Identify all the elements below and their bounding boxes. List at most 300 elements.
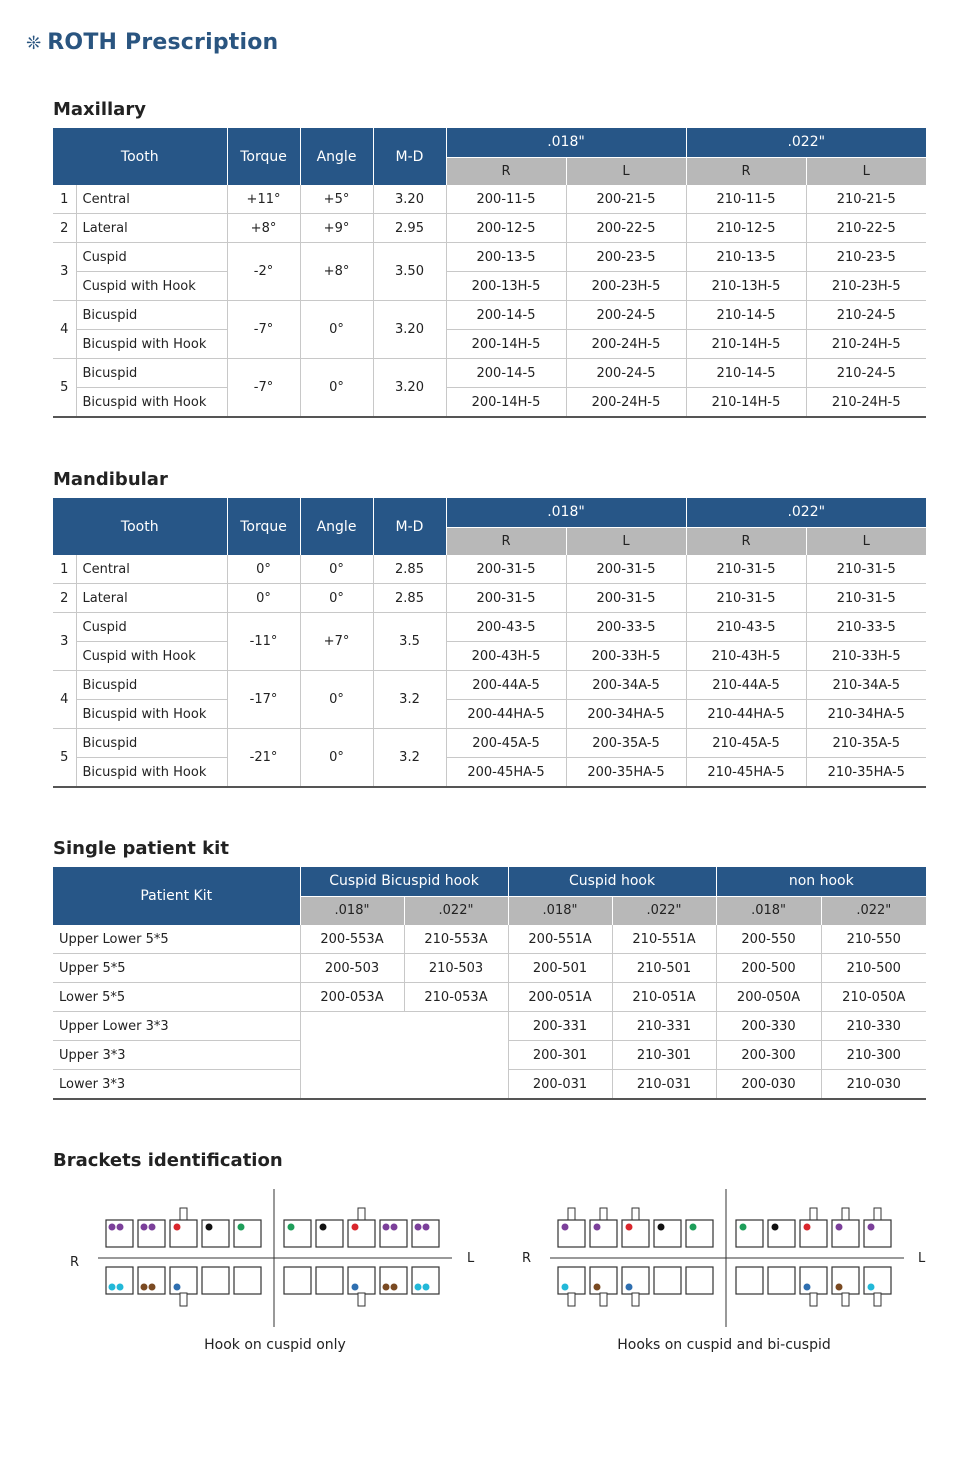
part-code: 200-44A-5 (446, 671, 566, 700)
part-code: 210-24-5 (806, 301, 926, 330)
table-row (53, 671, 926, 700)
header-l: L (566, 527, 686, 555)
tooth-name: Lateral (76, 584, 227, 613)
tooth-name: Cuspid with Hook (76, 272, 227, 301)
lower-bracket (234, 1267, 261, 1294)
table-row (53, 1012, 926, 1041)
snowflake-icon: ❊ (26, 33, 42, 54)
header-tooth: Tooth (53, 498, 227, 555)
color-dot-purple (415, 1224, 422, 1231)
kit-code: 210-050A (821, 983, 926, 1012)
mandibular-table (53, 498, 926, 788)
part-code: 210-43H-5 (686, 642, 806, 671)
kit-code: 200-553A (300, 925, 404, 954)
color-dot-cyan (562, 1284, 569, 1291)
table-row (53, 301, 926, 330)
header-018: .018" (508, 896, 612, 925)
part-code: 200-31-5 (446, 555, 566, 584)
color-dot-black (206, 1224, 213, 1231)
angle-value: 0° (300, 301, 373, 359)
right-label: R (522, 1251, 532, 1266)
torque-value: 0° (227, 555, 300, 584)
color-dot-purple (836, 1224, 843, 1231)
color-dot-purple (423, 1224, 430, 1231)
part-code: 200-14-5 (446, 301, 566, 330)
lower-bracket (622, 1267, 649, 1294)
table-row (53, 214, 926, 243)
table-row (53, 925, 926, 954)
part-code: 210-44HA-5 (686, 700, 806, 729)
empty-cell (300, 1012, 508, 1100)
header-r: R (686, 157, 806, 185)
color-dot-blue (174, 1284, 181, 1291)
part-code: 210-45HA-5 (686, 758, 806, 788)
kit-code: 200-330 (716, 1012, 821, 1041)
tooth-name: Bicuspid with Hook (76, 330, 227, 359)
part-code: 200-24H-5 (566, 330, 686, 359)
md-value: 3.5 (373, 613, 446, 671)
header-018: .018" (716, 896, 821, 925)
header-022: .022" (404, 896, 508, 925)
kit-code: 210-331 (612, 1012, 716, 1041)
lower-bracket (864, 1267, 891, 1294)
header-022: .022" (686, 498, 926, 527)
torque-value: -7° (227, 359, 300, 418)
hook (874, 1208, 881, 1221)
part-code: 200-12-5 (446, 214, 566, 243)
part-code: 210-24H-5 (806, 330, 926, 359)
maxillary-title: Maxillary (53, 99, 146, 120)
tooth-number: 1 (53, 185, 76, 214)
bracket-diagram-cuspid-bicuspid (512, 1185, 942, 1335)
lower-bracket (170, 1267, 197, 1294)
part-code: 210-14H-5 (686, 388, 806, 418)
upper-bracket (686, 1220, 713, 1247)
part-code: 210-34A-5 (806, 671, 926, 700)
md-value: 3.20 (373, 359, 446, 418)
upper-bracket (170, 1220, 197, 1247)
part-code: 200-31-5 (566, 584, 686, 613)
header-md: M-D (373, 498, 446, 555)
kit-name: Lower 3*3 (53, 1070, 300, 1100)
part-code: 210-43-5 (686, 613, 806, 642)
part-code: 200-45HA-5 (446, 758, 566, 788)
tooth-name: Bicuspid (76, 671, 227, 700)
header-torque: Torque (227, 498, 300, 555)
tooth-name: Central (76, 185, 227, 214)
lower-bracket (736, 1267, 763, 1294)
upper-bracket (590, 1220, 617, 1247)
table-row (53, 330, 926, 359)
header-r: R (446, 157, 566, 185)
lower-bracket (590, 1267, 617, 1294)
kit-code: 210-500 (821, 954, 926, 983)
upper-bracket (558, 1220, 585, 1247)
tooth-name: Bicuspid with Hook (76, 700, 227, 729)
hook (632, 1208, 639, 1221)
kit-code: 210-300 (821, 1041, 926, 1070)
upper-bracket (622, 1220, 649, 1247)
kit-code: 210-553A (404, 925, 508, 954)
header-l: L (806, 527, 926, 555)
header-022: .022" (686, 128, 926, 157)
upper-bracket (202, 1220, 229, 1247)
header-022: .022" (821, 896, 926, 925)
hook (568, 1208, 575, 1221)
color-dot-green (690, 1224, 697, 1231)
bracket-diagram-cuspid-only (60, 1185, 490, 1335)
kit-code: 210-030 (821, 1070, 926, 1100)
part-code: 210-14-5 (686, 359, 806, 388)
angle-value: 0° (300, 729, 373, 788)
header-non-hook: non hook (716, 867, 926, 896)
header-torque: Torque (227, 128, 300, 185)
color-dot-blue (804, 1284, 811, 1291)
md-value: 2.95 (373, 214, 446, 243)
part-code: 200-35HA-5 (566, 758, 686, 788)
hook (568, 1293, 575, 1306)
part-code: 210-45A-5 (686, 729, 806, 758)
color-dot-blue (626, 1284, 633, 1291)
header-md: M-D (373, 128, 446, 185)
color-dot-cyan (423, 1284, 430, 1291)
header-cuspid-bicuspid-hook: Cuspid Bicuspid hook (300, 867, 508, 896)
part-code: 200-34HA-5 (566, 700, 686, 729)
color-dot-black (320, 1224, 327, 1231)
header-r: R (446, 527, 566, 555)
torque-value: +11° (227, 185, 300, 214)
hook (842, 1293, 849, 1306)
mandibular-title: Mandibular (53, 469, 168, 490)
part-code: 200-31-5 (446, 584, 566, 613)
upper-bracket (736, 1220, 763, 1247)
table-row (53, 272, 926, 301)
hook (842, 1208, 849, 1221)
part-code: 200-21-5 (566, 185, 686, 214)
part-code: 210-31-5 (686, 555, 806, 584)
part-code: 210-31-5 (806, 584, 926, 613)
part-code: 210-34HA-5 (806, 700, 926, 729)
kit-name: Upper Lower 5*5 (53, 925, 300, 954)
color-dot-red (626, 1224, 633, 1231)
left-label: L (467, 1251, 475, 1266)
lower-bracket (686, 1267, 713, 1294)
part-code: 210-13-5 (686, 243, 806, 272)
hook (180, 1293, 187, 1306)
kit-code: 210-330 (821, 1012, 926, 1041)
tooth-number: 3 (53, 243, 76, 301)
part-code: 200-33-5 (566, 613, 686, 642)
kit-code: 210-501 (612, 954, 716, 983)
upper-bracket (348, 1220, 375, 1247)
md-value: 3.2 (373, 729, 446, 788)
part-code: 200-13-5 (446, 243, 566, 272)
part-code: 200-35A-5 (566, 729, 686, 758)
kit-code: 200-551A (508, 925, 612, 954)
table-row (53, 758, 926, 788)
table-row (53, 983, 926, 1012)
color-dot-brown (149, 1284, 156, 1291)
angle-value: 0° (300, 584, 373, 613)
maxillary-table (53, 128, 926, 418)
tooth-number: 4 (53, 671, 76, 729)
part-code: 200-43-5 (446, 613, 566, 642)
part-code: 200-24-5 (566, 359, 686, 388)
color-dot-purple (868, 1224, 875, 1231)
caption-cuspid-only: Hook on cuspid only (204, 1337, 346, 1353)
kit-code: 200-031 (508, 1070, 612, 1100)
color-dot-purple (391, 1224, 398, 1231)
left-label: L (918, 1251, 926, 1266)
part-code: 200-14H-5 (446, 330, 566, 359)
hook (600, 1208, 607, 1221)
kit-code: 210-550 (821, 925, 926, 954)
color-dot-black (772, 1224, 779, 1231)
part-code: 210-22-5 (806, 214, 926, 243)
part-code: 210-24-5 (806, 359, 926, 388)
upper-bracket (864, 1220, 891, 1247)
color-dot-purple (383, 1224, 390, 1231)
kit-code: 200-331 (508, 1012, 612, 1041)
kit-code: 200-053A (300, 983, 404, 1012)
color-dot-purple (141, 1224, 148, 1231)
angle-value: +9° (300, 214, 373, 243)
color-dot-cyan (117, 1284, 124, 1291)
color-dot-brown (141, 1284, 148, 1291)
hook (600, 1293, 607, 1306)
md-value: 3.2 (373, 671, 446, 729)
color-dot-brown (383, 1284, 390, 1291)
torque-value: -17° (227, 671, 300, 729)
md-value: 3.50 (373, 243, 446, 301)
torque-value: +8° (227, 214, 300, 243)
tooth-name: Cuspid with Hook (76, 642, 227, 671)
kit-code: 200-503 (300, 954, 404, 983)
kit-name: Upper 3*3 (53, 1041, 300, 1070)
color-dot-purple (594, 1224, 601, 1231)
table-row (53, 613, 926, 642)
color-dot-green (288, 1224, 295, 1231)
header-patient-kit: Patient Kit (53, 867, 300, 925)
table-row (53, 729, 926, 758)
header-l: L (806, 157, 926, 185)
kit-code: 210-551A (612, 925, 716, 954)
torque-value: -7° (227, 301, 300, 359)
header-018: .018" (300, 896, 404, 925)
color-dot-cyan (415, 1284, 422, 1291)
header-angle: Angle (300, 498, 373, 555)
table-row (53, 388, 926, 418)
part-code: 210-13H-5 (686, 272, 806, 301)
angle-value: +7° (300, 613, 373, 671)
lower-bracket (832, 1267, 859, 1294)
part-code: 210-44A-5 (686, 671, 806, 700)
part-code: 210-33H-5 (806, 642, 926, 671)
kit-code: 200-051A (508, 983, 612, 1012)
tooth-number: 1 (53, 555, 76, 584)
color-dot-purple (562, 1224, 569, 1231)
part-code: 200-33H-5 (566, 642, 686, 671)
part-code: 200-22-5 (566, 214, 686, 243)
color-dot-brown (836, 1284, 843, 1291)
table-row (53, 700, 926, 729)
tooth-name: Cuspid (76, 613, 227, 642)
color-dot-black (658, 1224, 665, 1231)
tooth-number: 5 (53, 729, 76, 788)
color-dot-red (174, 1224, 181, 1231)
part-code: 200-44HA-5 (446, 700, 566, 729)
color-dot-purple (109, 1224, 116, 1231)
color-dot-cyan (868, 1284, 875, 1291)
upper-bracket (316, 1220, 343, 1247)
upper-bracket (654, 1220, 681, 1247)
upper-bracket (284, 1220, 311, 1247)
header-l: L (566, 157, 686, 185)
tooth-name: Bicuspid (76, 301, 227, 330)
kit-code: 210-053A (404, 983, 508, 1012)
part-code: 210-23-5 (806, 243, 926, 272)
color-dot-green (740, 1224, 747, 1231)
part-code: 210-12-5 (686, 214, 806, 243)
angle-value: 0° (300, 555, 373, 584)
lower-bracket (558, 1267, 585, 1294)
kit-table (53, 867, 926, 1100)
part-code: 210-35HA-5 (806, 758, 926, 788)
header-018: .018" (446, 498, 686, 527)
kit-name: Upper 5*5 (53, 954, 300, 983)
brackets-title: Brackets identification (53, 1150, 283, 1171)
header-cuspid-hook: Cuspid hook (508, 867, 716, 896)
lower-bracket (348, 1267, 375, 1294)
kit-name: Lower 5*5 (53, 983, 300, 1012)
part-code: 200-23-5 (566, 243, 686, 272)
color-dot-cyan (109, 1284, 116, 1291)
table-row (53, 185, 926, 214)
table-row (53, 584, 926, 613)
header-018: .018" (446, 128, 686, 157)
tooth-number: 2 (53, 584, 76, 613)
part-code: 210-14-5 (686, 301, 806, 330)
table-row (53, 555, 926, 584)
color-dot-brown (391, 1284, 398, 1291)
part-code: 210-31-5 (806, 555, 926, 584)
part-code: 210-21-5 (806, 185, 926, 214)
part-code: 200-31-5 (566, 555, 686, 584)
upper-bracket (234, 1220, 261, 1247)
upper-bracket (800, 1220, 827, 1247)
part-code: 200-43H-5 (446, 642, 566, 671)
kit-code: 200-300 (716, 1041, 821, 1070)
md-value: 2.85 (373, 555, 446, 584)
hook (874, 1293, 881, 1306)
tooth-name: Cuspid (76, 243, 227, 272)
part-code: 210-23H-5 (806, 272, 926, 301)
color-dot-purple (149, 1224, 156, 1231)
lower-bracket (768, 1267, 795, 1294)
table-row (53, 954, 926, 983)
md-value: 2.85 (373, 584, 446, 613)
color-dot-red (804, 1224, 811, 1231)
angle-value: 0° (300, 671, 373, 729)
tooth-name: Lateral (76, 214, 227, 243)
tooth-name: Bicuspid (76, 729, 227, 758)
kit-code: 200-030 (716, 1070, 821, 1100)
color-dot-blue (352, 1284, 359, 1291)
part-code: 200-14H-5 (446, 388, 566, 418)
part-code: 210-33-5 (806, 613, 926, 642)
color-dot-red (352, 1224, 359, 1231)
lower-bracket (654, 1267, 681, 1294)
kit-code: 210-301 (612, 1041, 716, 1070)
upper-bracket (832, 1220, 859, 1247)
part-code: 210-35A-5 (806, 729, 926, 758)
kit-name: Upper Lower 3*3 (53, 1012, 300, 1041)
tooth-name: Bicuspid with Hook (76, 758, 227, 788)
kit-code: 200-301 (508, 1041, 612, 1070)
part-code: 200-24H-5 (566, 388, 686, 418)
color-dot-purple (117, 1224, 124, 1231)
lower-bracket (284, 1267, 311, 1294)
kit-code: 200-550 (716, 925, 821, 954)
part-code: 210-14H-5 (686, 330, 806, 359)
md-value: 3.20 (373, 185, 446, 214)
md-value: 3.20 (373, 301, 446, 359)
kit-code: 210-051A (612, 983, 716, 1012)
hook (632, 1293, 639, 1306)
hook (810, 1293, 817, 1306)
kit-code: 200-050A (716, 983, 821, 1012)
tooth-number: 5 (53, 359, 76, 418)
table-row (53, 359, 926, 388)
tooth-number: 3 (53, 613, 76, 671)
part-code: 200-11-5 (446, 185, 566, 214)
header-022: .022" (612, 896, 716, 925)
torque-value: -2° (227, 243, 300, 301)
hook (810, 1208, 817, 1221)
color-dot-green (238, 1224, 245, 1231)
header-r: R (686, 527, 806, 555)
angle-value: +5° (300, 185, 373, 214)
table-row (53, 243, 926, 272)
kit-code: 200-501 (508, 954, 612, 983)
kit-title: Single patient kit (53, 838, 229, 859)
kit-code: 210-503 (404, 954, 508, 983)
angle-value: 0° (300, 359, 373, 418)
part-code: 210-24H-5 (806, 388, 926, 418)
torque-value: 0° (227, 584, 300, 613)
part-code: 200-24-5 (566, 301, 686, 330)
part-code: 200-13H-5 (446, 272, 566, 301)
page-title: ❊ ROTH Prescription (26, 30, 279, 55)
part-code: 200-34A-5 (566, 671, 686, 700)
part-code: 210-31-5 (686, 584, 806, 613)
part-code: 200-14-5 (446, 359, 566, 388)
lower-bracket (800, 1267, 827, 1294)
lower-bracket (202, 1267, 229, 1294)
header-tooth: Tooth (53, 128, 227, 185)
tooth-number: 2 (53, 214, 76, 243)
lower-bracket (316, 1267, 343, 1294)
color-dot-brown (594, 1284, 601, 1291)
tooth-name: Bicuspid (76, 359, 227, 388)
right-label: R (70, 1255, 80, 1270)
part-code: 200-45A-5 (446, 729, 566, 758)
hook (358, 1293, 365, 1306)
torque-value: -11° (227, 613, 300, 671)
caption-cuspid-bicuspid: Hooks on cuspid and bi-cuspid (617, 1337, 831, 1353)
angle-value: +8° (300, 243, 373, 301)
torque-value: -21° (227, 729, 300, 788)
